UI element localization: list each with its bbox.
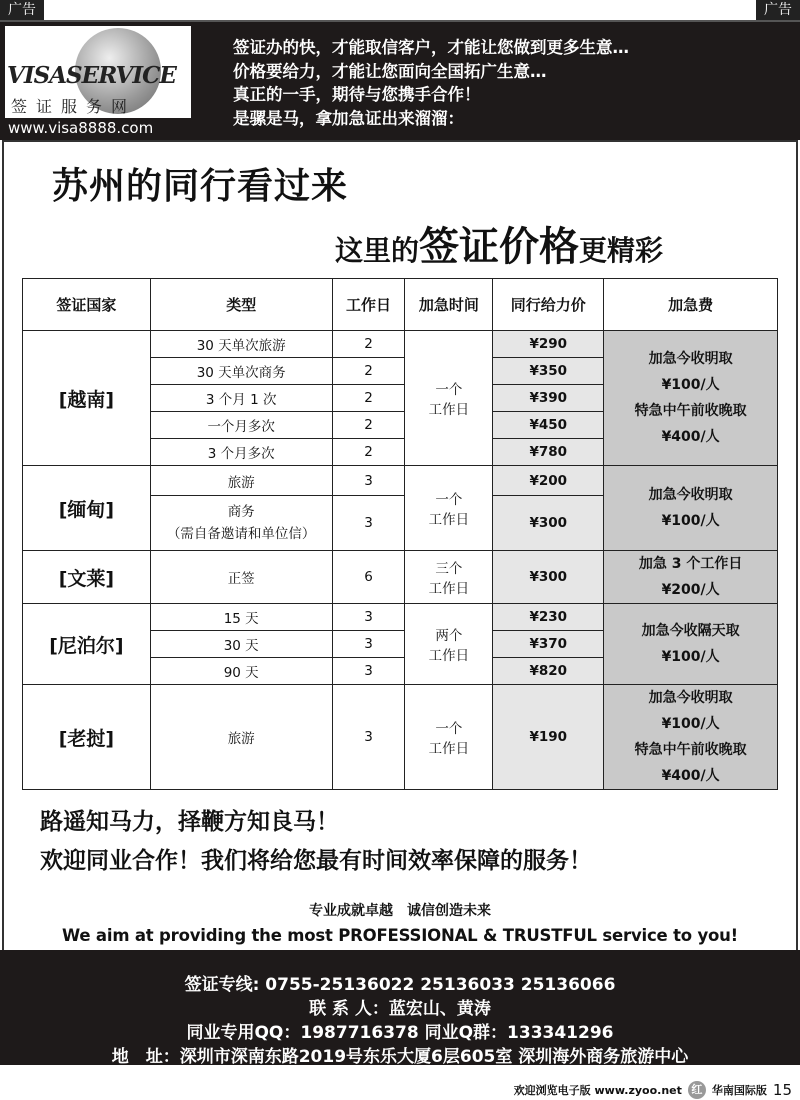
hotline: 签证专线: 0755-25136022 25136033 25136066 [184,975,616,995]
days: 2 [332,331,405,358]
fee-line: ¥400/人 [661,768,720,784]
rush-time [405,466,493,551]
days: 2 [332,439,405,466]
price: ¥390 [493,385,604,412]
page-footer [514,1081,792,1099]
table-row [23,604,778,631]
motto: 路遥知马力，择鞭方知良马！ [40,808,339,835]
type: 30 天单次旅游 [150,331,332,358]
fee-line: 加急今收明取 [648,351,733,367]
rush-time [405,551,493,604]
ad-label-left: 广告 [0,0,44,20]
price-table [22,278,778,790]
type: 3 个月多次 [150,439,332,466]
fee-line: ¥100/人 [661,649,720,665]
header-rush: 加急时间 [405,279,493,331]
fee-line: 加急今收明取 [648,690,733,706]
type: 旅游 [150,466,332,496]
type-line: 商务 [227,504,255,520]
days: 2 [332,385,405,412]
rush-fee [604,604,778,685]
qq: 同业专用QQ：1987716378 同业Q群：133341296 [186,1023,614,1043]
country-vietnam: [越南] [23,331,151,466]
days: 3 [332,658,405,685]
subheadline [335,215,663,272]
days: 2 [332,358,405,385]
days: 3 [332,685,405,790]
table-row [23,466,778,496]
rush-fee [604,331,778,466]
rush-line: 三个 [435,561,463,577]
table-row [23,331,778,358]
contact-person: 联 系 人：蓝宏山、黄涛 [309,999,491,1019]
logo-cn: 签证服务网 [11,97,137,116]
days: 3 [332,604,405,631]
price: ¥820 [493,658,604,685]
price: ¥300 [493,551,604,604]
price: ¥190 [493,685,604,790]
tagline-en: We aim at providing the most PROFESSIONAL & TRUSTFUL service to you! [61,926,739,945]
ad-label-right: 广告 [756,0,800,20]
header-price: 同行给力价 [493,279,604,331]
fee-line: 加急 3 个工作日 [638,556,743,572]
slogan: 是骡是马，拿加急证出来溜溜： [233,108,464,128]
header-type: 类型 [150,279,332,331]
fee-line: ¥200/人 [661,582,720,598]
type: 3 个月 1 次 [150,385,332,412]
slogans [233,36,629,130]
price: ¥780 [493,439,604,466]
rush-line: 一个 [435,721,463,737]
rush-line: 工作日 [428,648,470,664]
slogan: 价格要给力，才能让您面向全国拓广生意… [233,61,547,81]
type: 一个月多次 [150,412,332,439]
fee-line: 加急今收隔天取 [641,623,740,639]
logo-text: VISASERVICE [7,62,176,89]
type-note: （需自备邀请和单位信） [166,526,316,542]
price: ¥450 [493,412,604,439]
type: 旅游 [150,685,332,790]
section-name: 华南国际版 [711,1084,767,1097]
fee-line: ¥100/人 [661,716,720,732]
days: 3 [332,496,405,551]
price: ¥300 [493,496,604,551]
slogan: 签证办的快，才能取信客户，才能让您做到更多生意… [233,38,629,57]
type: 30 天单次商务 [150,358,332,385]
type: 15 天 [150,604,332,631]
fee-line: ¥400/人 [661,429,720,445]
type: 30 天 [150,631,332,658]
days: 6 [332,551,405,604]
rush-line: 一个 [435,492,463,508]
logo [5,26,191,118]
magazine-mark-icon: 红 [688,1081,706,1099]
fee-line: 加急今收明取 [648,487,733,503]
table-row [23,685,778,790]
rush-line: 工作日 [428,402,470,418]
type: 正签 [150,551,332,604]
country-myanmar: [缅甸] [23,466,151,551]
header-country: 签证国家 [23,279,151,331]
page-footer-text: 欢迎浏览电子版 www.zyoo.net [513,1084,682,1097]
rush-time [405,604,493,685]
price: ¥290 [493,331,604,358]
rush-fee [604,551,778,604]
type: 90 天 [150,658,332,685]
contact-footer [0,950,800,1065]
price: ¥230 [493,604,604,631]
price: ¥370 [493,631,604,658]
headline: 苏州的同行看过来 [52,166,349,207]
rush-line: 工作日 [428,512,470,528]
table-header [23,279,778,331]
rush-line: 一个 [435,382,463,398]
motto: 欢迎同业合作！我们将给您最有时间效率保障的服务！ [40,847,592,874]
rush-fee [604,466,778,551]
fee-line: ¥100/人 [661,377,720,393]
header-fee: 加急费 [604,279,778,331]
price: ¥350 [493,358,604,385]
address: 地 址：深圳市深南东路2019号东乐大厦6层605室 深圳海外商务旅游中心 [111,1047,689,1067]
fee-line: 特急中午前收晚取 [634,742,747,758]
slogan: 真正的一手，期待与您携手合作！ [233,85,481,104]
rush-time [405,331,493,466]
subheadline-pre: 这里的 [335,234,420,267]
header-days: 工作日 [332,279,405,331]
subheadline-big: 签证价格 [419,224,580,270]
price: ¥200 [493,466,604,496]
fee-line: 特急中午前收晚取 [634,403,747,419]
days: 2 [332,412,405,439]
table-row [23,551,778,604]
country-brunei: [文莱] [23,551,151,604]
rush-line: 工作日 [428,581,470,597]
tagline: 专业成就卓越 诚信创造未来 [309,903,491,919]
banner [0,22,800,140]
days: 3 [332,466,405,496]
days: 3 [332,631,405,658]
fee-line: ¥100/人 [661,513,720,529]
country-laos: [老挝] [23,685,151,790]
rush-fee [604,685,778,790]
subheadline-post: 更精彩 [579,234,664,267]
country-nepal: [尼泊尔] [23,604,151,685]
type [150,496,332,551]
website-url: www.visa8888.com [8,119,154,137]
rush-time [405,685,493,790]
rush-line: 工作日 [428,741,470,757]
rush-line: 两个 [435,628,463,644]
page-number: 15 [772,1081,792,1099]
